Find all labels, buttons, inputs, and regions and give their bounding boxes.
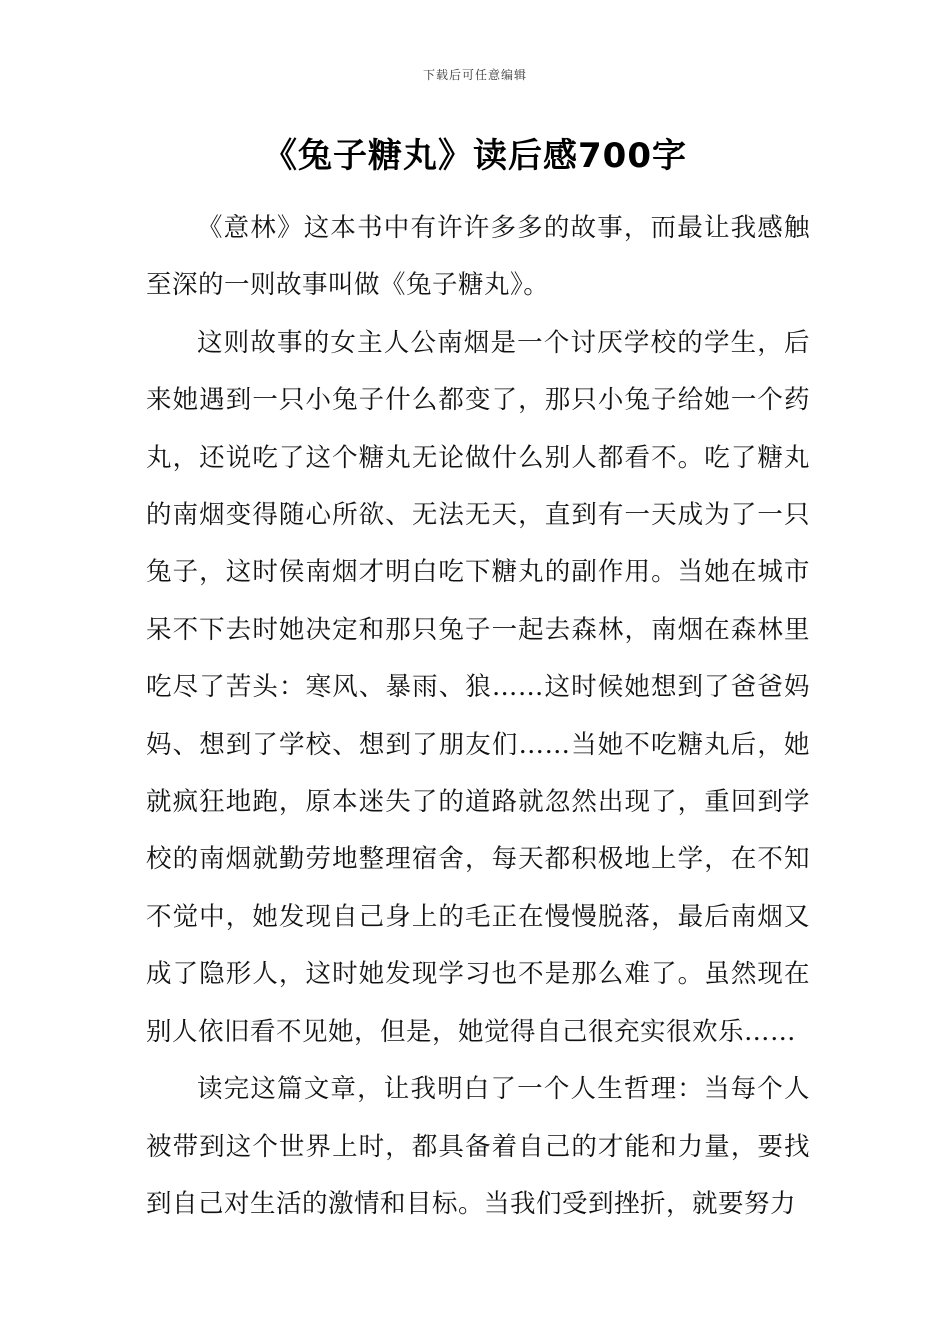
paragraph: 读完这篇文章，让我明白了一个人生哲理：当每个人被带到这个世界上时，都具备着自己的才能和力量，要找到自己对生活的激情和目标。当我们受到挫折，就要努力	[146, 1074, 810, 1219]
document-body	[146, 200, 810, 1233]
paragraph: 《意林》这本书中有许许多多的故事，而最让我感触至深的一则故事叫做《兔子糖丸》。	[146, 213, 810, 301]
header-note: 下载后可任意编辑	[422, 68, 527, 82]
document-title: 《兔子糖丸》读后感700字	[263, 136, 687, 176]
paragraph: 这则故事的女主人公南烟是一个讨厌学校的学生，后来她遇到一只小兔子什么都变了，那只小兔子给她一个药丸，还说吃了这个糖丸无论做什么别人都看不。吃了糖丸的南烟变得随心所欲、无法无天，直到有一天成为了一只兔子，这时侯南烟才明白吃下糖丸的副作用。当她在城市呆不下去时她决定和那只兔子一起去森林，南烟在森林里吃尽了苦头：寒风、暴雨、狼……这时候她想到了爸爸妈妈、想到了学校、想到了朋友们……当她不吃糖丸后，她就疯狂地跑，原本迷失了的道路就忽然出现了，重回到学校的南烟就勤劳地整理宿舍，每天都积极地上学，在不知不觉中，她发现自己身上的毛正在慢慢脱落，最后南烟又成了隐形人，这时她发现学习也不是那么难了。虽然现在别人依旧看不见她，但是，她觉得自己很充实很欢乐……	[146, 327, 810, 1047]
